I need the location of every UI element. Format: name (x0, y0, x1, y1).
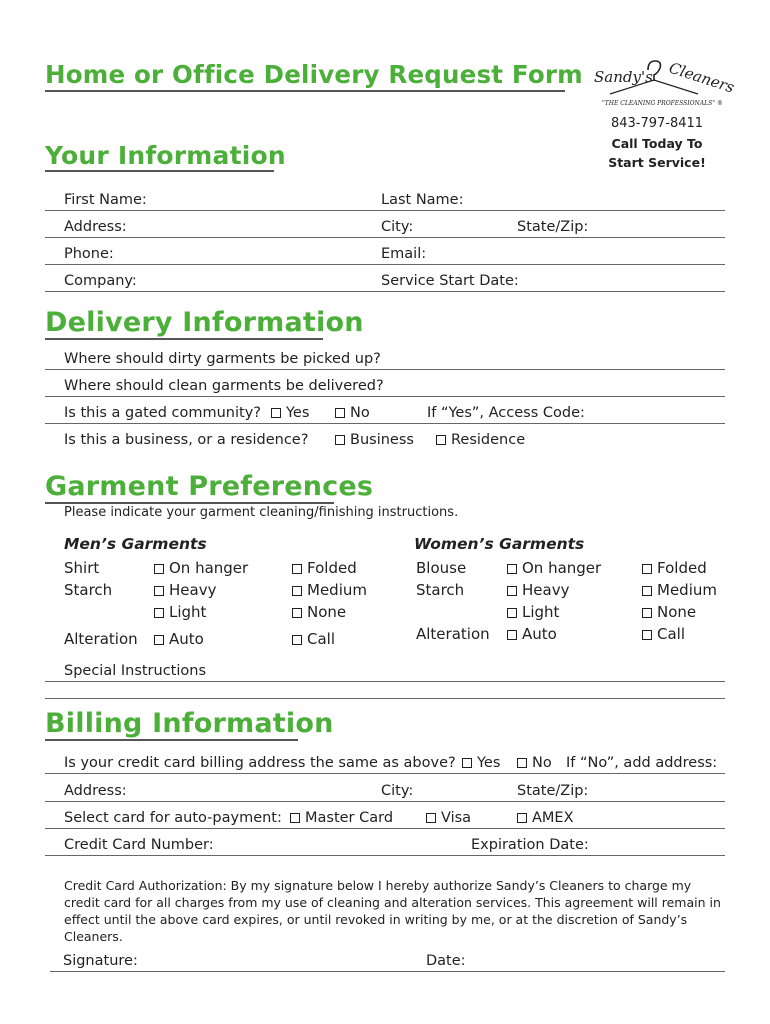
mens-on-hanger-option[interactable]: On hanger (154, 559, 248, 577)
womens-auto-option[interactable]: Auto (507, 625, 557, 643)
residence-row (45, 423, 725, 450)
city-field[interactable]: City: (381, 219, 414, 235)
residence-option[interactable]: Residence (436, 432, 525, 448)
mens-heavy-option[interactable]: Heavy (154, 581, 216, 599)
checkbox-icon[interactable] (292, 608, 302, 618)
signature-field[interactable]: Signature: (63, 953, 138, 969)
garment-instructions: Please indicate your garment cleaning/finishing instructions. (64, 505, 459, 520)
company-field[interactable]: Company: (64, 273, 137, 289)
svg-text:Sandy's: Sandy's (594, 68, 653, 86)
mens-call-option[interactable]: Call (292, 630, 335, 648)
billing-same-yes-option[interactable]: Yes (462, 755, 500, 771)
womens-medium-option[interactable]: Medium (642, 581, 717, 599)
visa-option[interactable]: Visa (426, 810, 471, 826)
cta-line-2: Start Service! (608, 155, 706, 170)
credit-card-number-field[interactable]: Credit Card Number: (64, 837, 214, 853)
hanger-icon (588, 50, 737, 108)
mens-none-option[interactable]: None (292, 603, 346, 621)
card-number-row (45, 828, 725, 856)
womens-starch-label: Starch (416, 581, 465, 599)
shirt-label: Shirt (64, 559, 100, 577)
womens-garments-title: Women’s Garments (414, 535, 585, 553)
cta-line-1: Call Today To (611, 136, 703, 151)
checkbox-icon[interactable] (507, 564, 517, 574)
checkbox-icon[interactable] (290, 813, 300, 823)
address-row (45, 210, 725, 238)
womens-none-option[interactable]: None (642, 603, 696, 621)
date-field[interactable]: Date: (426, 953, 466, 969)
mens-alteration-label: Alteration (64, 630, 138, 648)
checkbox-icon[interactable] (335, 408, 345, 418)
pickup-row (45, 342, 725, 370)
billing-address-row (45, 774, 725, 802)
your-information-heading: Your Information (45, 141, 286, 170)
svg-text:"THE CLEANING PROFESSIONALS" ®: "THE CLEANING PROFESSIONALS" ® (602, 100, 723, 107)
womens-alteration-label: Alteration (416, 625, 490, 643)
access-code-field[interactable]: If “Yes”, Access Code: (427, 405, 585, 421)
service-start-date-field[interactable]: Service Start Date: (381, 273, 519, 289)
state-zip-field[interactable]: State/Zip: (517, 219, 589, 235)
billing-state-zip-field[interactable]: State/Zip: (517, 783, 589, 799)
phone-number: 843-797-8411 (610, 116, 704, 131)
name-row (45, 183, 725, 211)
checkbox-icon[interactable] (292, 635, 302, 645)
pickup-location-field[interactable]: Where should dirty garments be picked up? (64, 351, 381, 367)
expiration-date-field[interactable]: Expiration Date: (471, 837, 589, 853)
gated-question: Is this a gated community? (64, 405, 261, 421)
checkbox-icon[interactable] (642, 586, 652, 596)
womens-on-hanger-option[interactable]: On hanger (507, 559, 601, 577)
svg-text:Cleaners: Cleaners (666, 58, 737, 97)
gated-row (45, 396, 725, 424)
delivery-location-field[interactable]: Where should clean garments be delivered? (64, 378, 384, 394)
mens-medium-option[interactable]: Medium (292, 581, 367, 599)
add-address-label: If “No”, add address: (566, 755, 718, 771)
billing-address-field[interactable]: Address: (64, 783, 127, 799)
signature-row (50, 944, 725, 972)
checkbox-icon[interactable] (462, 758, 472, 768)
last-name-field[interactable]: Last Name: (381, 192, 464, 208)
contact-row (45, 237, 725, 265)
delivery-information-heading: Delivery Information (45, 307, 364, 338)
mens-folded-option[interactable]: Folded (292, 559, 357, 577)
checkbox-icon[interactable] (642, 608, 652, 618)
mens-starch-label: Starch (64, 581, 113, 599)
billing-same-question: Is your credit card billing address the same as above? (64, 755, 456, 771)
billing-city-field[interactable]: City: (381, 783, 414, 799)
mastercard-option[interactable]: Master Card (290, 810, 393, 826)
checkbox-icon[interactable] (507, 630, 517, 640)
womens-heavy-option[interactable]: Heavy (507, 581, 569, 599)
business-question: Is this a business, or a residence? (64, 432, 309, 448)
business-option[interactable]: Business (335, 432, 414, 448)
checkbox-icon[interactable] (642, 564, 652, 574)
checkbox-icon[interactable] (436, 435, 446, 445)
billing-same-row (45, 746, 725, 774)
garment-preferences-heading: Garment Preferences (45, 471, 374, 502)
form-title: Home or Office Delivery Request Form (45, 60, 565, 92)
checkbox-icon[interactable] (292, 586, 302, 596)
mens-auto-option[interactable]: Auto (154, 630, 204, 648)
sandys-cleaners-logo (588, 50, 737, 108)
card-select-row (45, 801, 725, 829)
authorization-text: Credit Card Authorization: By my signature below I hereby authorize Sandy’s Cleaners to charge my credit card for all charges from my use of cleaning and alteration services. This agreement will remain in effect until the above card expires, or until revoked in writing by me, or at the discretion of Sandy’s Cleaners. (64, 878, 721, 944)
checkbox-icon[interactable] (642, 630, 652, 640)
first-name-field[interactable]: First Name: (64, 192, 147, 208)
email-field[interactable]: Email: (381, 246, 427, 262)
checkbox-icon[interactable] (517, 758, 527, 768)
womens-folded-option[interactable]: Folded (642, 559, 707, 577)
checkbox-icon[interactable] (271, 408, 281, 418)
billing-information-heading: Billing Information (45, 708, 334, 739)
gated-no-option[interactable]: No (335, 405, 370, 421)
checkbox-icon[interactable] (154, 635, 164, 645)
checkbox-icon[interactable] (507, 586, 517, 596)
womens-light-option[interactable]: Light (507, 603, 559, 621)
company-row (45, 264, 725, 292)
mens-garments-title: Men’s Garments (64, 535, 207, 553)
special-instructions-field[interactable]: Special Instructions (64, 663, 207, 679)
select-card-label: Select card for auto-payment: (64, 810, 282, 826)
gated-yes-option[interactable]: Yes (271, 405, 309, 421)
checkbox-icon[interactable] (292, 564, 302, 574)
checkbox-icon[interactable] (507, 608, 517, 618)
checkbox-icon[interactable] (154, 564, 164, 574)
mens-light-option[interactable]: Light (154, 603, 206, 621)
phone-field[interactable]: Phone: (64, 246, 114, 262)
checkbox-icon[interactable] (335, 435, 345, 445)
amex-option[interactable]: AMEX (517, 810, 574, 826)
delivery-row (45, 369, 725, 397)
checkbox-icon[interactable] (426, 813, 436, 823)
special-instructions-line-2[interactable] (45, 671, 725, 699)
address-field[interactable]: Address: (64, 219, 127, 235)
billing-same-no-option[interactable]: No (517, 755, 552, 771)
checkbox-icon[interactable] (154, 608, 164, 618)
checkbox-icon[interactable] (154, 586, 164, 596)
womens-call-option[interactable]: Call (642, 625, 685, 643)
checkbox-icon[interactable] (517, 813, 527, 823)
blouse-label: Blouse (416, 559, 467, 577)
